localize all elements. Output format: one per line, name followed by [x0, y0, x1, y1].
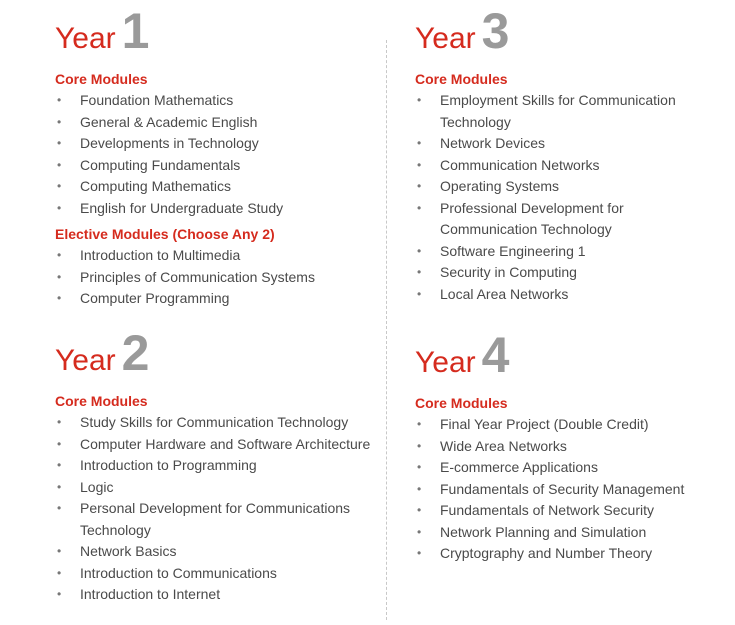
module-item: • Fundamentals of Security Management: [415, 479, 735, 501]
core-modules-title: Core Modules: [415, 71, 508, 87]
module-item: • Personal Development for Communications Technology: [55, 498, 350, 541]
module-item: • Introduction to Communications: [55, 563, 385, 585]
core-modules-list: [55, 412, 385, 606]
year-number: 2: [121, 325, 150, 381]
module-item: • Introduction to Programming: [55, 455, 385, 477]
year-label: Year: [415, 22, 476, 55]
core-modules-list: [55, 90, 385, 219]
module-item: • Network Devices: [415, 133, 735, 155]
module-item: • General & Academic English: [55, 112, 385, 134]
module-item: • Computing Fundamentals: [55, 155, 385, 177]
year-2-section: [55, 325, 385, 612]
module-item: • Professional Development for Communication Technology: [415, 198, 655, 241]
module-item: • Security in Computing: [415, 262, 735, 284]
year-number: 4: [481, 327, 510, 383]
module-item: • Computer Hardware and Software Architecture: [55, 434, 385, 456]
core-modules-title: Core Modules: [55, 393, 148, 409]
module-item: • Developments in Technology: [55, 133, 385, 155]
module-item: • Study Skills for Communication Technology: [55, 412, 385, 434]
module-item: • Introduction to Multimedia: [55, 245, 385, 267]
year-label: Year: [55, 22, 116, 55]
module-item: • Computer Programming: [55, 288, 385, 310]
module-item: • Cryptography and Number Theory: [415, 543, 735, 565]
module-item: • Introduction to Internet: [55, 584, 385, 606]
year-4-heading: [415, 327, 735, 383]
module-item: • Fundamentals of Network Security: [415, 500, 735, 522]
module-item: • Foundation Mathematics: [55, 90, 385, 112]
year-3-section: [415, 3, 735, 311]
core-modules-list: [415, 90, 735, 305]
module-item: • Principles of Communication Systems: [55, 267, 385, 289]
column-divider: [386, 40, 387, 620]
module-item: • Software Engineering 1: [415, 241, 735, 263]
year-label: Year: [55, 344, 116, 377]
year-1-heading: [55, 3, 385, 59]
module-item: • Wide Area Networks: [415, 436, 735, 458]
module-item: • E-commerce Applications: [415, 457, 735, 479]
year-2-heading: [55, 325, 385, 381]
module-item: • Logic: [55, 477, 385, 499]
module-item: • English for Undergraduate Study: [55, 198, 385, 220]
module-item: • Final Year Project (Double Credit): [415, 414, 735, 436]
module-item: • Operating Systems: [415, 176, 735, 198]
elective-modules-title: Elective Modules (Choose Any 2): [55, 226, 275, 242]
module-item: • Communication Networks: [415, 155, 735, 177]
year-label: Year: [415, 346, 476, 379]
year-number: 1: [121, 3, 150, 59]
year-1-section: [55, 3, 385, 316]
module-item: • Computing Mathematics: [55, 176, 385, 198]
module-item: • Network Basics: [55, 541, 385, 563]
year-number: 3: [481, 3, 510, 59]
module-item: • Network Planning and Simulation: [415, 522, 735, 544]
module-item: • Employment Skills for Communication Technology: [415, 90, 685, 133]
core-modules-list: [415, 414, 735, 565]
year-3-heading: [415, 3, 735, 59]
core-modules-title: Core Modules: [415, 395, 508, 411]
year-4-section: [415, 327, 735, 571]
module-item: • Local Area Networks: [415, 284, 735, 306]
core-modules-title: Core Modules: [55, 71, 148, 87]
elective-modules-list: [55, 245, 385, 310]
